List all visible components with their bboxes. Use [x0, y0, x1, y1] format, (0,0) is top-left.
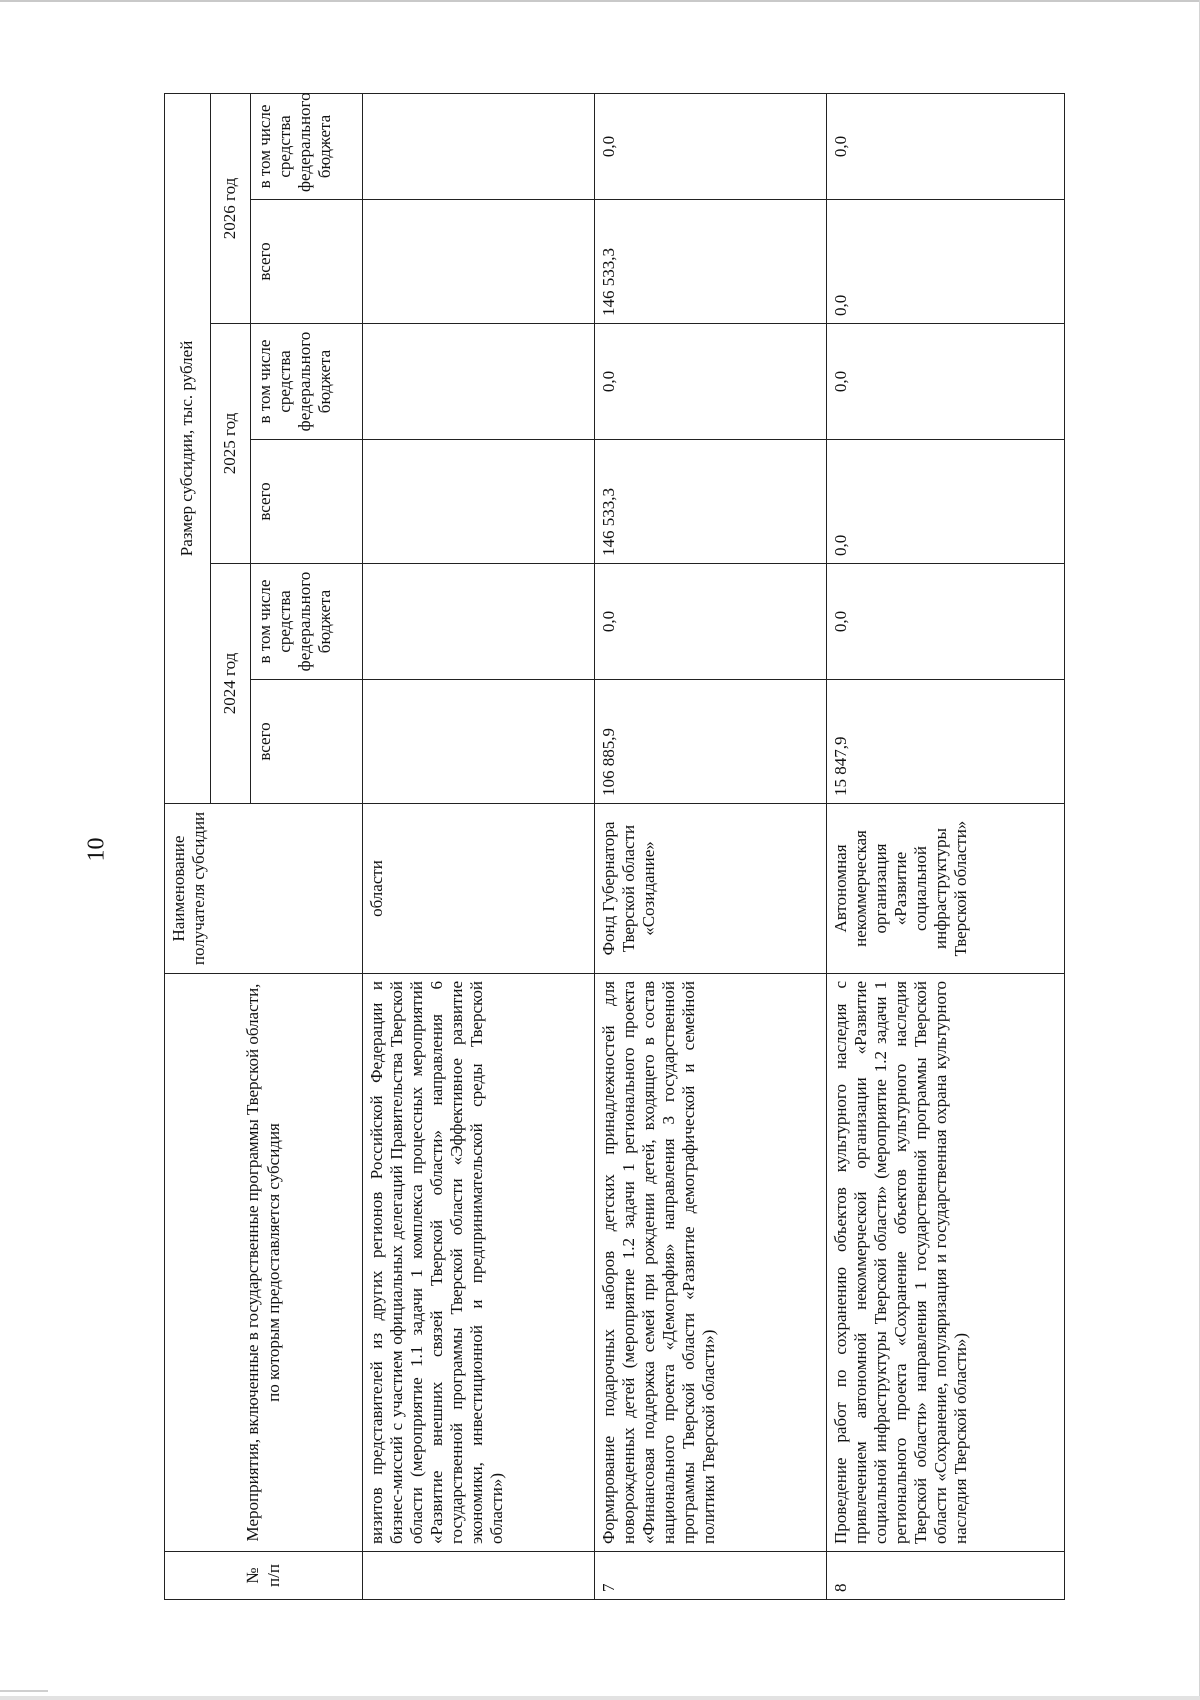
scan-edge-bottom [0, 1696, 1200, 1700]
page-number: 10 [83, 837, 110, 862]
row-2024-federal: 0,0 [827, 564, 1065, 680]
row-num: 8 [827, 1552, 1065, 1600]
row-2025-total: 146 533,3 [595, 440, 827, 564]
row-recipient: Фонд Губернатора Тверской области «Созидание» [595, 804, 827, 974]
row-2026-federal: 0,0 [827, 93, 1065, 199]
row-activity: Проведение работ по сохранению объектов культурного наследия с привлечением автономной некоммерческой организации «Развитие социальной инфраструктуры Тверской области» (мероприятие 1.2 задачи 1 регионального проекта «Сохранение объектов культурного наследия Тверской области» направления 1 государственной программы Тверской области «Сохранение, популяризация и государственная охрана культурного наследия Тверской области») [827, 974, 1065, 1552]
header-2024-federal: в том числе средства федерального бюджета [251, 564, 363, 680]
row-2025-federal [363, 324, 595, 440]
row-num: 7 [595, 1552, 827, 1600]
row-2026-total [363, 200, 595, 324]
row-2025-total [363, 440, 595, 564]
row-2026-total: 0,0 [827, 200, 1065, 324]
table-row [363, 93, 595, 1599]
row-recipient: Автономная некоммерческая организация «Развитие социальной инфраструктуры Тверской области» [827, 804, 1065, 974]
header-2025-total: всего [251, 440, 363, 564]
table-row [595, 93, 827, 1599]
row-2025-total: 0,0 [827, 440, 1065, 564]
row-recipient: области [363, 804, 595, 974]
row-activity: визитов представителей из других регионов Российской Федерации и бизнес-миссий с участием официальных делегаций Правительства Тверской области (мероприятие 1.1 задачи 1 комплекса процессных мероприятий «Развитие внешних связей Тверской области» направления 6 государственной программы Тверской области «Эффективное развитие экономики, инвестиционной и предпринимательской среды Тверской области») [363, 974, 595, 1552]
row-2026-federal: 0,0 [595, 93, 827, 199]
row-activity: Формирование подарочных наборов детских принадлежностей для новорожденных детей (мероприятие 1.2 задачи 1 регионального проекта «Финансовая поддержка семей при рождении детей, входящего в состав национального проекта «Демография» направления 3 государственной программы Тверской области «Развитие демографической и семейной политики Тверской области») [595, 974, 827, 1552]
row-2024-total [363, 680, 595, 804]
scan-edge-top [0, 0, 1200, 2]
scan-mark [0, 1690, 48, 1692]
row-2026-federal [363, 93, 595, 199]
header-2025-federal: в том числе средства федерального бюджета [251, 324, 363, 440]
table-row [827, 93, 1065, 1599]
header-year-2024: 2024 год [211, 564, 251, 804]
header-year-2025: 2025 год [211, 324, 251, 564]
row-2025-federal: 0,0 [827, 324, 1065, 440]
row-2026-total: 146 533,3 [595, 200, 827, 324]
header-2026-federal: в том числе средства федерального бюджета [251, 93, 363, 199]
subsidy-table [164, 93, 1065, 1600]
header-subsidy-size: Размер субсидии, тыс. рублей [165, 93, 211, 803]
row-2024-total: 15 847,9 [827, 680, 1065, 804]
header-2026-total: всего [251, 200, 363, 324]
header-recipient: Наименование получателя субсидии [165, 804, 363, 974]
row-num [363, 1552, 595, 1600]
header-2024-total: всего [251, 680, 363, 804]
row-2024-federal [363, 564, 595, 680]
rotated-table-sheet [164, 92, 1064, 1600]
row-2024-federal: 0,0 [595, 564, 827, 680]
row-2024-total: 106 885,9 [595, 680, 827, 804]
row-2025-federal: 0,0 [595, 324, 827, 440]
header-num: № п/п [165, 1552, 363, 1600]
header-activity: Мероприятия, включенные в государственные программы Тверской области, по которым предоставляется субсидия [165, 974, 363, 1552]
header-year-2026: 2026 год [211, 93, 251, 323]
